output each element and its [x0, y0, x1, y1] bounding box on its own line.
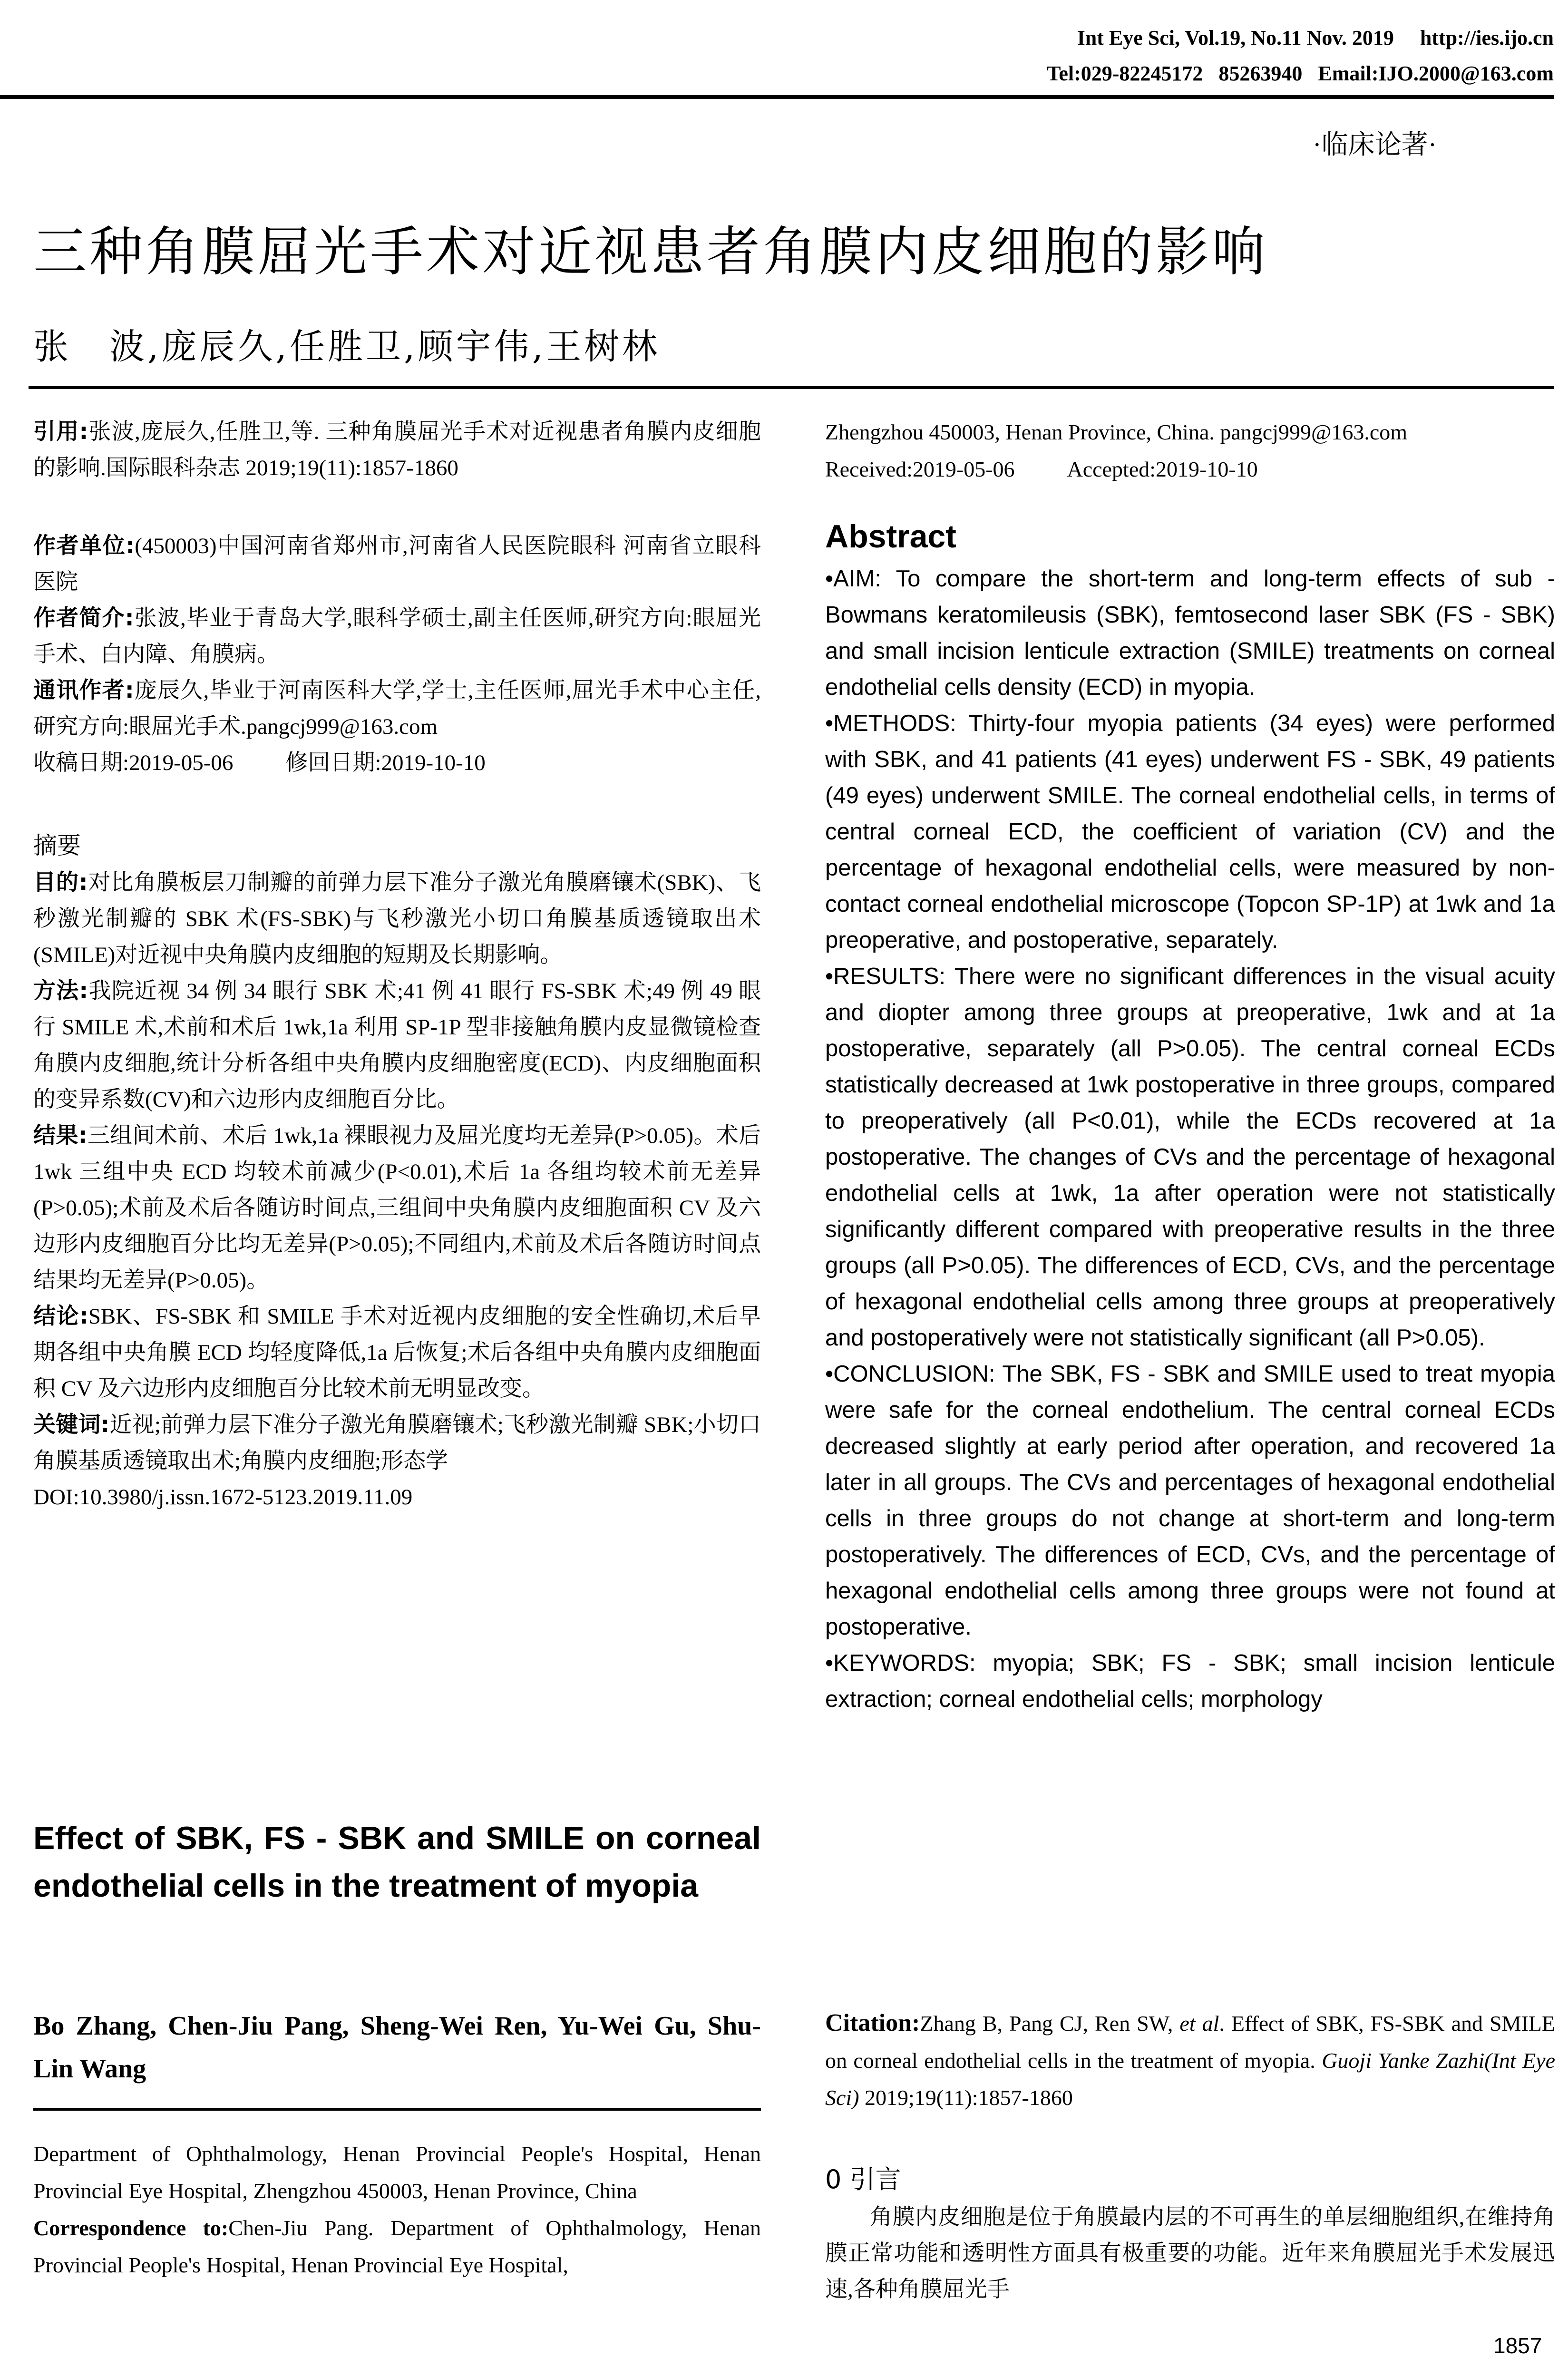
left-citation	[33, 414, 761, 486]
intro-heading: 0 引言	[825, 2164, 901, 2194]
author-bio-text: 张波,毕业于青岛大学,眼科学硕士,副主任医师,研究方向:眼屈光手术、白内障、角膜病。	[33, 606, 761, 667]
abstract-cn	[33, 828, 761, 1515]
accepted-label-en: Accepted:	[1067, 457, 1156, 481]
conclusion-label-en: •CONCLUSION:	[825, 1361, 995, 1387]
correspondence-cont-text: Zhengzhou 450003, Henan Province, China. pangcj999@163.com	[825, 420, 1408, 444]
citation-label-en: Citation:	[825, 2009, 920, 2036]
article-title-cn: 三种角膜屈光手术对近视患者角膜内皮细胞的影响	[33, 221, 1268, 283]
results-text-cn: 三组间术前、术后 1wk,1a 裸眼视力及屈光度均无差异(P>0.05)。术后 1wk 三组中央 ECD 均较术前减少(P<0.01),术后 1a 各组均较术前无差异(P>0.05);术前及术后各随访时间点,三组间中央角膜内皮细胞面积 CV 及六边形内皮细胞百分比均无差异(P>0.05);不同组内,术前及术后各随访时间点结果均无差异(P>0.05)。	[33, 1123, 761, 1293]
methods-text-cn: 我院近视 34 例 34 眼行 SBK 术;41 例 41 眼行 FS-SBK 术;49 例 49 眼行 SMILE 术,术前和术后 1wk,1a 利用 SP-1P 型非接触角膜内皮显微镜检查角膜内皮细胞,统计分析各组中央角膜内皮细胞密度(ECD)、内皮细胞面积的变异系数(CV)和六边形内皮细胞百分比。	[33, 979, 761, 1112]
received-label-en: Received:	[825, 457, 913, 481]
methods-text-en: Thirty-four myopia patients (34 eyes) were performed with SBK, and 41 patients (41 eyes) underwent FS - SBK, 49 patients (49 eyes) underwent SMILE. The corneal endothelial cells, in terms of central corneal ECD, the coefficient of variation (CV) and the percentage of hexagonal endothelial cells, were measured by non-contact corneal endothelial microscope (Topcon SP-1P) at 1wk and 1a preoperative, and postoperative, separately.	[825, 711, 1555, 953]
correspondence-continued	[825, 414, 1555, 488]
english-authors-block	[33, 2005, 761, 2090]
journal-header-line2: Tel:029-82245172 85263940 Email:IJO.2000@163.com	[1047, 62, 1554, 85]
abstract-heading-cn: 摘要	[33, 832, 81, 859]
aim-label-cn: 目的:	[33, 869, 88, 896]
citation-en-part3: 2019;19(11):1857-1860	[859, 2085, 1073, 2110]
correspondence-label: Correspondence to:	[33, 2216, 229, 2240]
dates-cn	[33, 745, 761, 781]
citation-text: 张波,庞辰久,任胜卫,等. 三种角膜屈光手术对近视患者角膜内皮细胞的影响.国际眼科杂志 2019;19(11):1857-1860	[33, 419, 761, 480]
abstract-en	[825, 518, 1555, 1717]
aim-text-cn: 对比角膜板层刀制瓣的前弹力层下准分子激光角膜磨镶术(SBK)、飞秒激光制瓣的 SBK 术(FS-SBK)与飞秒激光小切口角膜基质透镜取出术(SMILE)对近视中央角膜内皮细胞的短期及长期影响。	[33, 870, 761, 967]
conclusion-text-en: The SBK, FS - SBK and SMILE used to treat myopia were safe for the corneal endothelium. The central corneal ECDs decreased slightly at early period after operation, and recovered 1a later in all groups. The CVs and percentages of hexagonal endothelial cells in three groups do not change at short-term and long-term postoperatively. The differences of ECD, CVs, and the percentage of hexagonal endothelial cells among three groups were not found at postoperative.	[825, 1361, 1556, 1640]
corresponding-label: 通讯作者:	[33, 677, 134, 703]
affiliation-en: Department of Ophthalmology, Henan Provincial People's Hospital, Henan Provincial Eye Hospital, Zhengzhou 450003, Henan Province, China	[33, 2142, 761, 2203]
doi: DOI:10.3980/j.issn.1672-5123.2019.11.09	[33, 1485, 413, 1510]
citation-en-part2: . Effect of SBK, FS-SBK and SMILE on corneal endothelial cells in the treatment of myopia.	[825, 2011, 1555, 2073]
received-date-en: 2019-05-06	[912, 457, 1015, 481]
affiliation-text: (450003)中国河南省郑州市,河南省人民医院眼科 河南省立眼科医院	[33, 534, 761, 594]
corresponding-text: 庞辰久,毕业于河南医科大学,学士,主任医师,屈光手术中心主任,研究方向:眼屈光手术.pangcj999@163.com	[33, 678, 761, 739]
aim-label-en: •AIM:	[825, 566, 881, 592]
title-rule	[29, 386, 1554, 389]
page-number: 1857	[1493, 2333, 1542, 2358]
results-text-en: There were no significant differences in the visual acuity and diopter among three groups at preoperative, 1wk and at 1a postoperative, separately (all P>0.05). The central corneal ECDs statistically decreased at 1wk postoperative in three groups, compared to preoperatively (all P<0.01), while the ECDs recovered at 1a postoperative. The changes of CVs and the percentage of hexagonal endothelial cells at 1wk, 1a after operation were not statistically significantly different compared with preoperative results in the three groups (all P>0.05). The differences of ECD, CVs, and the percentage of hexagonal endothelial cells among three groups at preoperatively and postoperatively were not statistically significant (all P>0.05).	[825, 964, 1555, 1351]
intro-text: 角膜内皮细胞是位于角膜最内层的不可再生的单层细胞组织,在维持角膜正常功能和透明性方面具有极重要的功能。近年来角膜屈光手术发展迅速,各种角膜屈光手	[825, 2205, 1555, 2302]
revised-date-cn: 2019-10-10	[381, 750, 486, 775]
abstract-heading-en: Abstract	[825, 518, 956, 555]
keywords-text-en: myopia; SBK; FS - SBK; small incision lenticule extraction; corneal endothelial cells; morphology	[825, 1650, 1555, 1712]
journal-header-line1: Int Eye Sci, Vol.19, No.11 Nov. 2019 http://ies.ijo.cn	[1077, 26, 1554, 49]
section-tag: ·临床论著·	[1313, 130, 1437, 160]
author-info-block	[33, 528, 761, 781]
revised-label-cn: 修回日期:	[285, 750, 381, 775]
results-label-cn: 结果:	[33, 1122, 88, 1149]
keywords-label-cn: 关键词:	[33, 1412, 110, 1438]
keywords-text-cn: 近视;前弹力层下准分子激光角膜磨镶术;飞秒激光制瓣 SBK;小切口角膜基质透镜取出术;角膜内皮细胞;形态学	[33, 1413, 761, 1473]
correspondence-text: Chen-Jiu Pang. Department of Ophthalmology, Henan Provincial People's Hospital, Henan Provincial Eye Hospital,	[33, 2216, 761, 2277]
header-rule	[0, 95, 1554, 99]
conclusion-label-cn: 结论:	[33, 1303, 88, 1329]
affiliation-label: 作者单位:	[33, 533, 135, 559]
authors-cn: 张 波,庞辰久,任胜卫,顾宇伟,王树林	[33, 326, 661, 367]
authors-rule	[33, 2108, 761, 2111]
methods-label-en: •METHODS:	[825, 711, 956, 736]
results-label-en: •RESULTS:	[825, 964, 946, 989]
citation-en-etal: et al	[1179, 2011, 1219, 2036]
english-title-block	[33, 1814, 761, 1909]
methods-label-cn: 方法:	[33, 978, 88, 1004]
received-label-cn: 收稿日期:	[33, 750, 129, 775]
dates-en	[825, 451, 1555, 488]
accepted-date-en: 2019-10-10	[1156, 457, 1258, 481]
conclusion-text-cn: SBK、FS-SBK 和 SMILE 手术对近视内皮细胞的安全性确切,术后早期各组中央角膜 ECD 均轻度降低,1a 后恢复;术后各组中央角膜内皮细胞面积 CV 及六边形内皮细胞百分比较术前无明显改变。	[33, 1304, 761, 1401]
authors-en: Bo Zhang, Chen-Jiu Pang, Sheng-Wei Ren, Yu-Wei Gu, Shu-Lin Wang	[33, 2011, 761, 2084]
introduction	[825, 2162, 1555, 2308]
citation-en-part1: Zhang B, Pang CJ, Ren SW,	[920, 2011, 1180, 2036]
article-title-en: Effect of SBK, FS - SBK and SMILE on corneal endothelial cells in the treatment of myopia	[33, 1820, 761, 1904]
citation-en-block	[825, 2005, 1555, 2116]
citation-en-journal: Guoji Yanke Zazhi(Int Eye Sci)	[825, 2048, 1556, 2110]
aim-text-en: To compare the short-term and long-term effects of sub - Bowmans keratomileusis (SBK), femtosecond laser SBK (FS - SBK) and small incision lenticule extraction (SMILE) treatments on corneal endothelial cells density (ECD) in myopia.	[825, 566, 1555, 700]
english-affiliation-block	[33, 2135, 761, 2284]
received-date-cn: 2019-05-06	[129, 750, 234, 775]
citation-label: 引用:	[33, 419, 88, 445]
author-bio-label: 作者简介:	[33, 605, 134, 631]
keywords-label-en: •KEYWORDS:	[825, 1650, 976, 1676]
